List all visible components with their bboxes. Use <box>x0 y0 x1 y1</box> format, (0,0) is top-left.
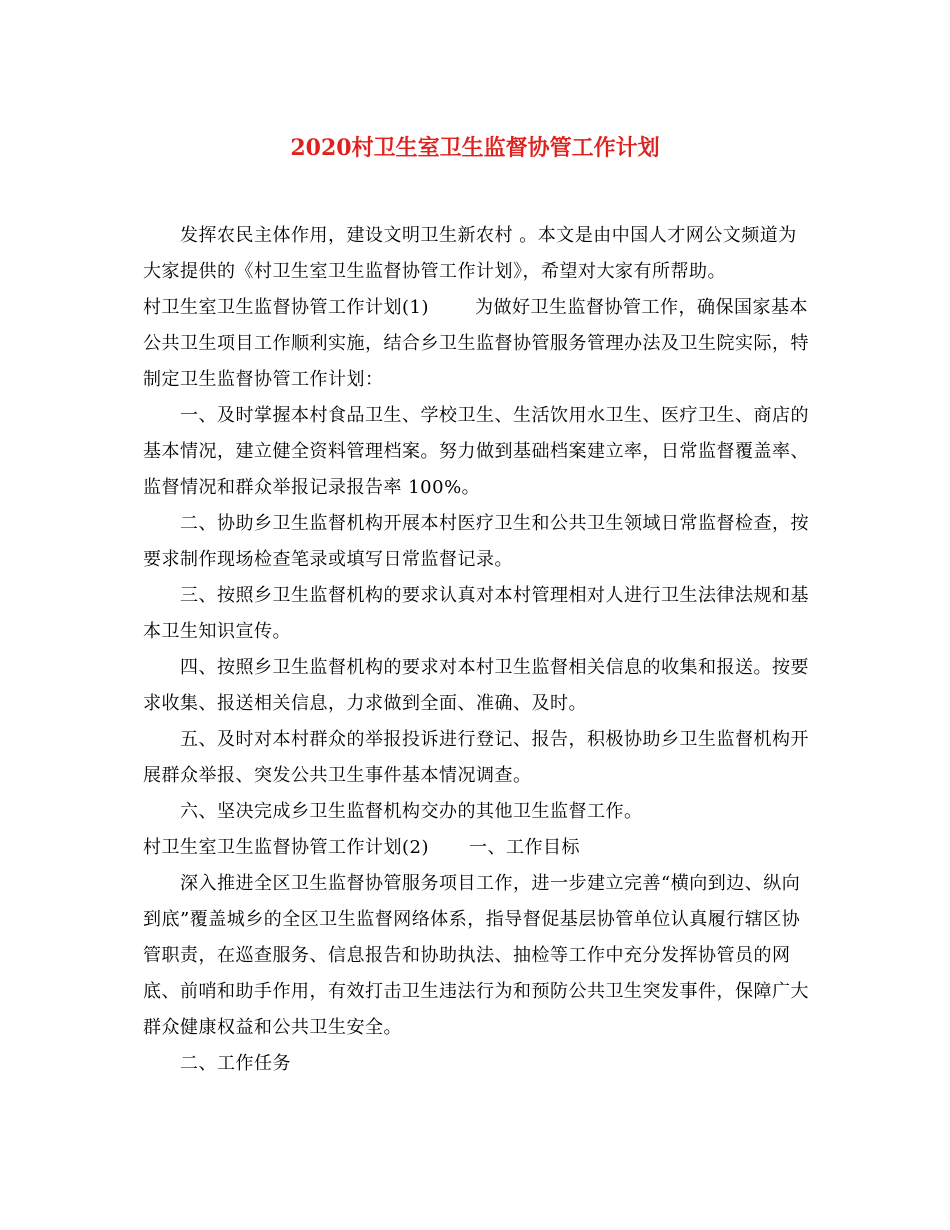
section1-heading: 村卫生室卫生监督协管工作计划(1) <box>143 297 429 318</box>
section2-subheading: 二、工作任务 <box>180 1053 291 1074</box>
section1-item-1: 一、及时掌握本村食品卫生、学校卫生、生活饮用水卫生、医疗卫生、商店的基本情况，建立健全资料管理档案。努力做到基础档案建立率，日常监督覆盖率、监督情况和群众举报记录报告率 100%。 <box>143 405 809 498</box>
section2-heading: 村卫生室卫生监督协管工作计划(2) <box>143 837 429 858</box>
document-title: 2020村卫生室卫生监督协管工作计划 <box>290 135 660 161</box>
section1-paragraph <box>143 290 810 398</box>
section1-item-2: 二、协助乡卫生监督机构开展本村医疗卫生和公共卫生领域日常监督检查，按要求制作现场检查笔录或填写日常监督记录。 <box>143 513 809 570</box>
section2-paragraph: 深入推进全区卫生监督协管服务项目工作，进一步建立完善“横向到边、纵向到底”覆盖城乡的全区卫生监督网络体系，指导督促基层协管单位认真履行辖区协管职责，在巡查服务、信息报告和协助执法、抽检等工作中充分发挥协管员的网底、前哨和助手作用，有效打击卫生违法行为和预防公共卫生突发事件，保障广大群众健康权益和公共卫生安全。 <box>143 873 809 1038</box>
section1-item-4: 四、按照乡卫生监督机构的要求对本村卫生监督相关信息的收集和报送。按要求收集、报送相关信息，力求做到全面、准确、及时。 <box>143 657 809 714</box>
section2-lead: 一、工作目标 <box>469 837 580 858</box>
intro-paragraph: 发挥农民主体作用，建设文明卫生新农村 。本文是由中国人才网公文频道为大家提供的《村卫生室卫生监督协管工作计划》，希望对大家有所帮助。 <box>143 225 797 282</box>
section2-heading-line <box>143 830 810 866</box>
section1-item-6: 六、坚决完成乡卫生监督机构交办的其他卫生监督工作。 <box>180 801 643 822</box>
section1-lead: 为做好卫生监督协管工作，确保国家基本公共卫生项目工作顺利实施，结合乡卫生监督协管服务管理办法及卫生院实际，特制定卫生监督协管工作计划： <box>143 297 809 390</box>
section1-item-5: 五、及时对本村群众的举报投诉进行登记、报告，积极协助乡卫生监督机构开展群众举报、突发公共卫生事件基本情况调查。 <box>143 729 809 786</box>
document-body <box>143 218 810 1082</box>
section1-item-3: 三、按照乡卫生监督机构的要求认真对本村管理相对人进行卫生法律法规和基本卫生知识宣传。 <box>143 585 809 642</box>
